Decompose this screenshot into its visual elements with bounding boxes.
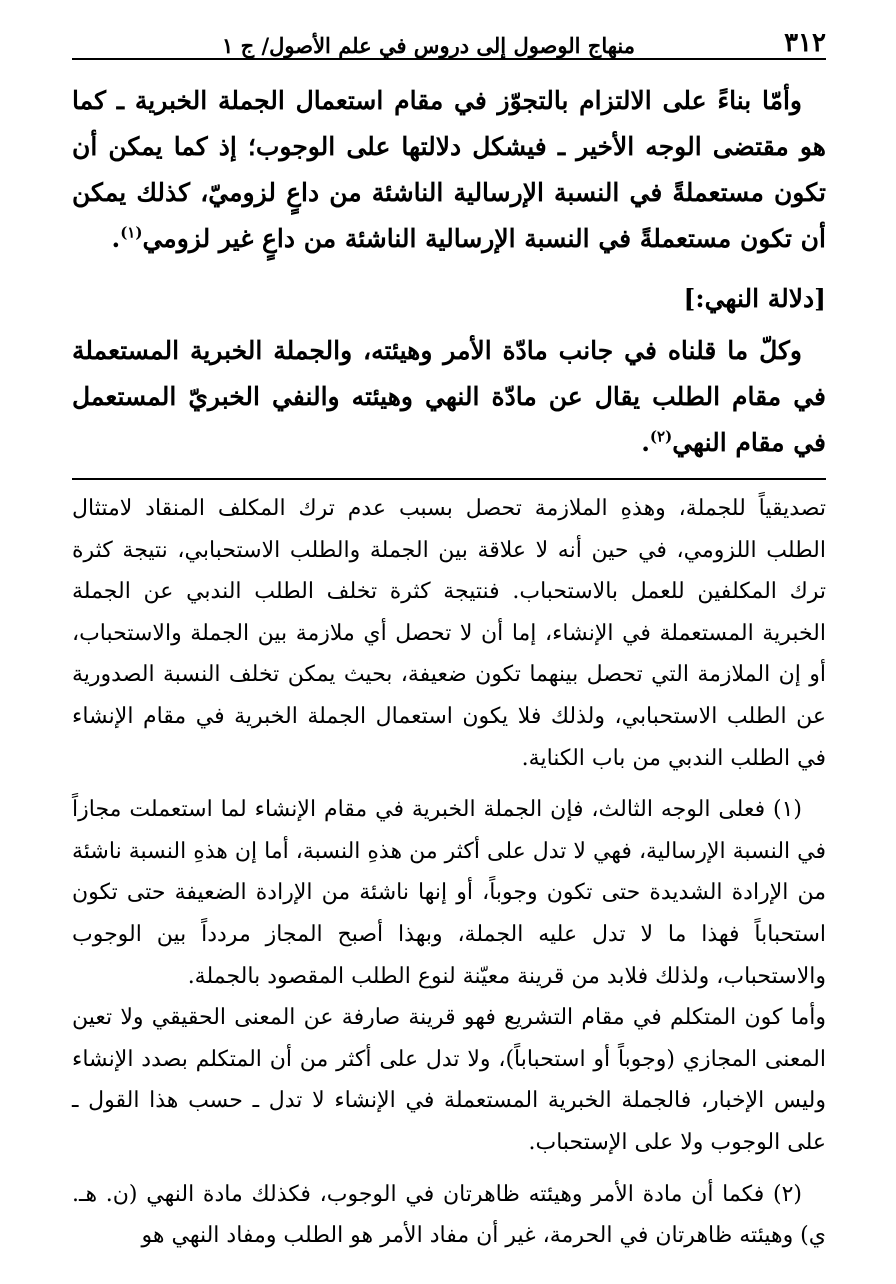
footnote-1-part-b: وأما كون المتكلم في مقام التشريع فهو قرينة صارفة عن المعنى الحقيقي ولا تعين المعنى المجازي (وجوباً أو استحباباً)، ولا تدل على أكثر من أن المتكلم بصدد الإنشاء وليس الإخبار، فالجملة الخبرية المستعملة في الإنشاء لا تدل ـ حسب هذا القول ـ على الوجوب ولا على الإستحباب. xyxy=(72,1005,826,1155)
main-paragraph-1 xyxy=(72,78,826,262)
footnote-marker-1: (١) xyxy=(120,223,143,242)
footnotes xyxy=(72,480,826,1257)
page-number: ٣١٢ xyxy=(784,28,826,58)
footnote-2: (٢) فكما أن مادة الأمر وهيئته ظاهرتان في الوجوب، فكذلك مادة النهي (ن. هـ. ي) وهيئته ظاهرتان في الحرمة، غير أن مفاد الأمر هو الطلب ومفاد النهي هو xyxy=(72,1181,826,1249)
section-heading: [دلالة النهي:] xyxy=(683,284,826,313)
footnote-continuation: تصديقياً للجملة، وهذهِ الملازمة تحصل بسبب عدم ترك المكلف المنقاد لامتثال الطلب اللزومي، في حين أنه لا علاقة بين الجملة والطلب الاستحبابي، نتيجة كثرة ترك المكلفين للعمل بالاستحباب. فنتيجة كثرة تخلف الطلب الندبي عن الجملة الخبرية المستعملة في الإنشاء، إما أن لا تحصل أي ملازمة بين الجملة والاستحباب، أو إن الملازمة التي تحصل بينهما تكون ضعيفة، بحيث يمكن تخلف النسبة الصدورية عن الطلب الاستحبابي، ولذلك فلا يكون استعمال الجملة الخبرية في مقام الإنشاء في الطلب الندبي من باب الكناية. xyxy=(72,496,826,771)
footnote-marker-2: (٢) xyxy=(649,427,673,446)
page-header xyxy=(72,0,826,60)
footnote-1-part-a: (١) فعلى الوجه الثالث، فإن الجملة الخبرية في مقام الإنشاء لما استعملت مجازاً في النسبة الإرسالية، فهي لا تدل على أكثر من هذهِ النسبة، أما إن هذهِ النسبة ناشئة من الإرادة الشديدة حتى تكون وجوباً، أو إنها ناشئة من الإرادة الضعيفة حتى تكون استحباباً فهذا ما لا تدل عليه الجملة، وبهذا أصبح المجاز مردداً بين الوجوب والاستحباب، ولذلك فلابد من قرينة معيّنة لنوع الطلب المقصود بالجملة. xyxy=(72,797,826,989)
main-text xyxy=(72,60,826,466)
main-paragraph-2-end: . xyxy=(641,428,650,457)
main-paragraph-2-text: وكلّ ما قلناه في جانب مادّة الأمر وهيئته، والجملة الخبرية المستعملة في مقام الطلب يقال عن مادّة النهي وهيئته والنفي الخبريّ المستعمل في مقام النهي xyxy=(72,336,826,457)
main-paragraph-1-text: وأمّا بناءً على الالتزام بالتجوّز في مقام استعمال الجملة الخبرية ـ كما هو مقتضى الوجه الأخير ـ فيشكل دلالتها على الوجوب؛ إذ كما يمكن أن تكون مستعملةً في النسبة الإرسالية الناشئة من داعٍ لزوميّ، كذلك يمكن أن تكون مستعملةً في النسبة الإرسالية الناشئة من داعٍ غير لزومي xyxy=(72,86,826,253)
main-paragraph-2 xyxy=(72,328,826,466)
running-title: منهاج الوصول إلى دروس في علم الأصول/ ج ١ xyxy=(222,33,635,58)
main-paragraph-1-end: . xyxy=(111,224,121,253)
